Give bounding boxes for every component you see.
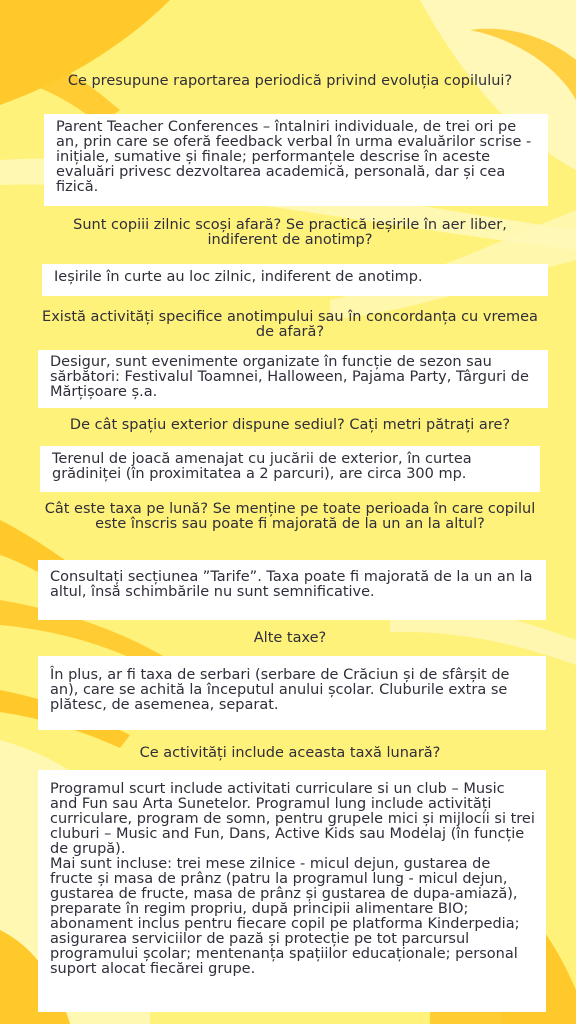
faq-answer-card: Parent Teacher Conferences – întalniri individuale, de trei ori pe an, prin care se oferă feedback verbal în urma evaluărilor scrise - inițiale, sumative și finale; performanțele descrise în aceste evaluări privesc dezvoltarea academică, personală, dar și cea fizică.	[44, 114, 548, 206]
faq-answer-card: În plus, ar fi taxa de serbari (serbare de Crăciun și de sfârșit de an), care se achită la începutul anului școlar. Cluburile extra se plătesc, de asemenea, separat.	[38, 656, 546, 730]
faq-question: Alte taxe?	[253, 630, 327, 646]
faq-question: De cât spațiu exterior dispune sediul? Cați metri pătrați are?	[69, 417, 511, 433]
faq-answer-card: Programul scurt include activitati curriculare si un club – Music and Fun sau Arta Sunetelor. Programul lung include activități curriculare, program de somn, pentru grupele mici și mijlocii si trei cluburi – Music and Fun, Dans, Active Kids sau Modelaj (în funcție de grupă). Mai sunt incluse: trei mese zilnice - micul dejun, gustarea de fructe și masa de prânz (patru la programul lung - micul dejun, gustarea de fructe, masa de prânz și gustarea de dupa-amiază), preparate în regim propriu, după principii alimentare BIO; abonament inclus pentru fiecare copil pe platforma Kinderpedia; asigurarea serviciilor de pază și protecție pe tot parcursul programului școlar; mentenanța spațiilor educaționale; personal suport alocat fiecărei grupe.	[38, 770, 546, 1012]
faq-question: Ce activități include aceasta taxă lunară?	[139, 745, 441, 761]
faq-answer-card: Terenul de joacă amenajat cu jucării de exterior, în curtea grădiniței (în proximitatea a 2 parcuri), are circa 300 mp.	[40, 446, 540, 492]
faq-answer-card: Consultați secțiunea ”Tarife”. Taxa poate fi majorată de la un an la altul, însă schimbările nu sunt semnificative.	[38, 560, 546, 620]
faq-answer-card: Ieșirile în curte au loc zilnic, indiferent de anotimp.	[42, 264, 548, 296]
faq-question: Sunt copiii zilnic scoși afară? Se practică ieșirile în aer liber, indiferent de anotimp?	[73, 217, 507, 248]
faq-question: Există activități specifice anotimpului sau în concordanța cu vremea de afară?	[42, 309, 538, 340]
faq-question: Ce presupune raportarea periodică privind evoluția copilului?	[67, 73, 513, 89]
faq-question: Cât este taxa pe lună? Se menține pe toate perioada în care copilul este înscris sau poate fi majorată de la un an la altul?	[44, 501, 536, 532]
faq-answer-card: Desigur, sunt evenimente organizate în funcție de sezon sau sărbători: Festivalul Toamnei, Halloween, Pajama Party, Târguri de Mărțișoare ș.a.	[38, 350, 548, 408]
